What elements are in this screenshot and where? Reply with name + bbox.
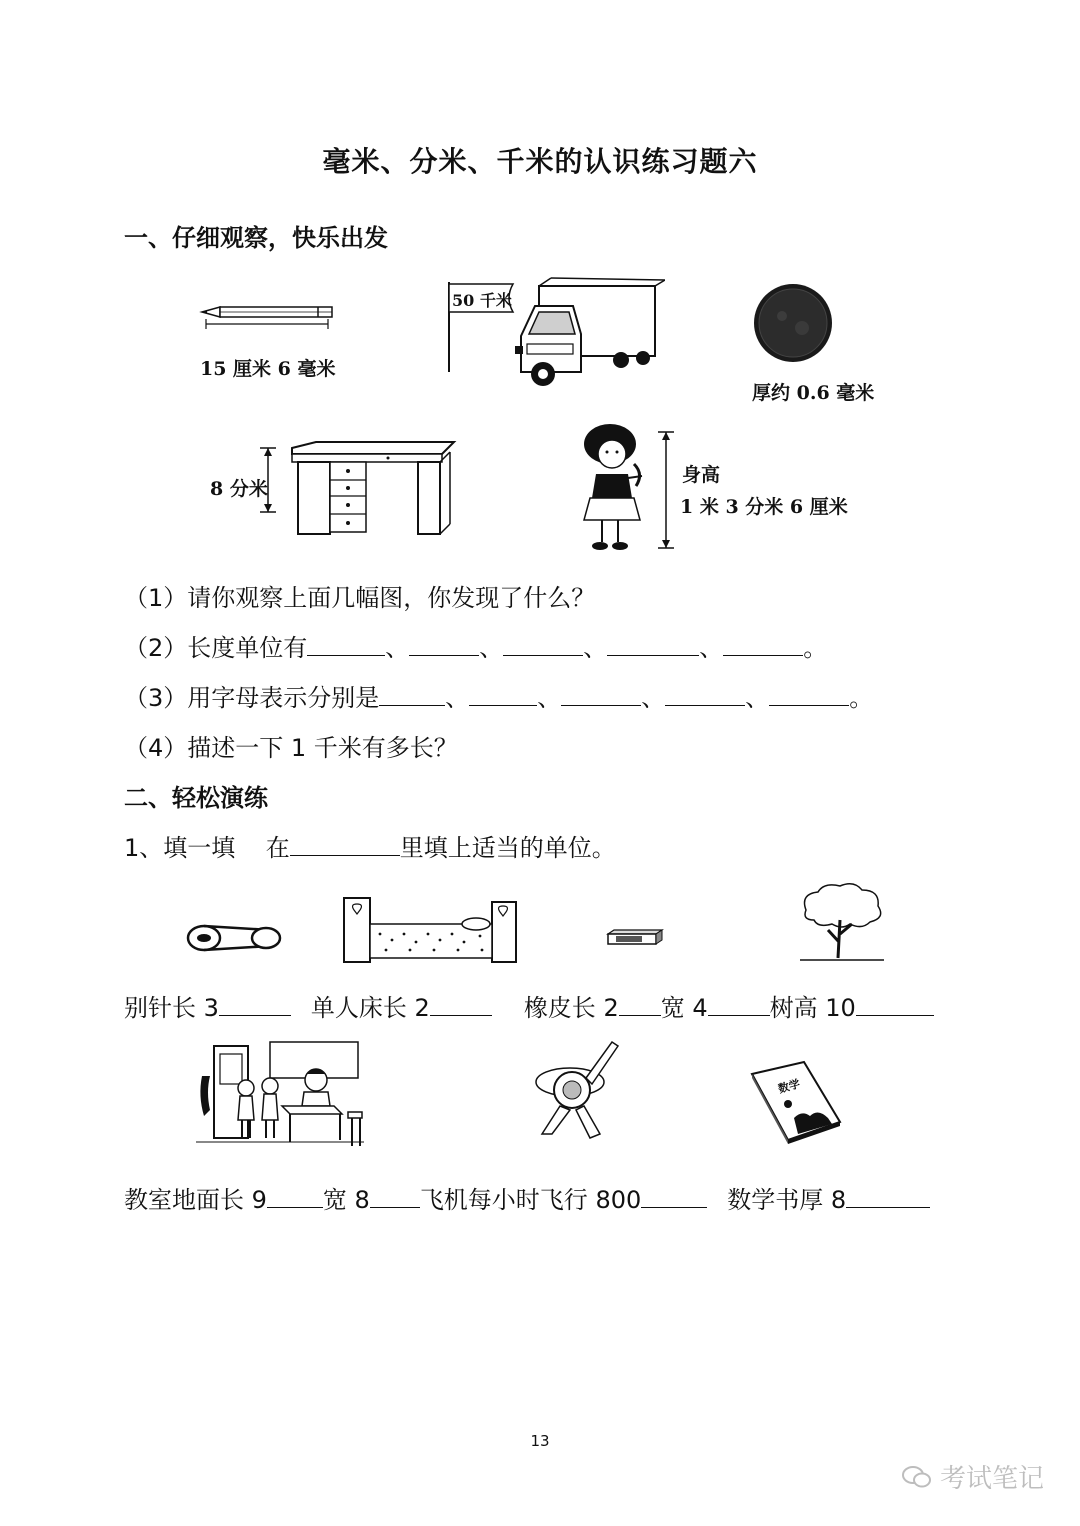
fill-intro-text: 1、填一填 在 (124, 834, 290, 862)
tree-label: 树高 10 (769, 994, 856, 1022)
girl-height-label: 身高 (682, 464, 721, 486)
fill-intro-text-2: 里填上适当的单位。 (399, 834, 616, 862)
fill-row-1 (124, 988, 934, 1023)
answer-blank[interactable] (219, 993, 291, 1016)
eraser-width-label: 宽 4 (660, 994, 708, 1022)
answer-blank[interactable] (708, 993, 770, 1016)
answer-blank[interactable] (469, 683, 537, 706)
math-book-cover-text: 数学 (776, 1077, 802, 1096)
question-3-text: （3）用字母表示分别是 (124, 684, 380, 712)
girl-height-value: 1 米 3 分米 6 厘米 (680, 496, 848, 518)
coin-illustration (752, 282, 834, 364)
answer-blank[interactable] (307, 633, 385, 656)
separator: 、 (445, 684, 470, 712)
watermark (902, 1458, 1044, 1495)
separator: 、 (641, 684, 666, 712)
answer-blank[interactable] (409, 633, 479, 656)
answer-blank[interactable] (503, 633, 583, 656)
pin-label: 别针长 3 (124, 994, 219, 1022)
answer-blank[interactable] (641, 1185, 707, 1208)
answer-blank[interactable] (846, 1185, 930, 1208)
separator: 、 (583, 634, 608, 662)
book-label: 数学书厚 8 (727, 1186, 847, 1214)
period: 。 (803, 634, 828, 662)
question-1: （1）请你观察上面几幅图，你发现了什么？ (124, 584, 596, 612)
answer-blank[interactable] (370, 1185, 420, 1208)
fill-row-2 (124, 1180, 930, 1215)
separator: 、 (699, 634, 724, 662)
answer-blank[interactable] (607, 633, 699, 656)
desk-caption: 8 分米 (210, 478, 268, 500)
question-4: （4）描述一下 1 千米有多长？ (124, 734, 458, 762)
eraser-length-label: 橡皮长 2 (523, 994, 619, 1022)
separator: 、 (745, 684, 770, 712)
pencil-caption: 15 厘米 6 毫米 (200, 358, 336, 380)
pencil-illustration (198, 300, 343, 330)
eraser-illustration (606, 928, 664, 946)
answer-blank[interactable] (723, 633, 803, 656)
sample-blank (290, 833, 400, 856)
question-2-text: （2）长度单位有 (124, 634, 308, 662)
answer-blank[interactable] (769, 683, 849, 706)
classroom-length-label: 教室地面长 9 (124, 1186, 267, 1214)
airplane-illustration (530, 1034, 626, 1146)
bed-illustration (340, 894, 522, 966)
coin-caption: 厚约 0.6 毫米 (752, 382, 875, 404)
question-3 (124, 678, 873, 713)
plane-label: 飞机每小时飞行 800 (419, 1186, 642, 1214)
math-book-illustration (748, 1060, 844, 1144)
separator: 、 (479, 634, 504, 662)
answer-blank[interactable] (665, 683, 745, 706)
safety-pin-illustration (184, 918, 286, 958)
section-1-heading: 一、仔细观察，快乐出发 (124, 224, 388, 252)
section-2-heading: 二、轻松演练 (124, 784, 268, 812)
classroom-width-label: 宽 8 (322, 1186, 370, 1214)
tree-illustration (796, 880, 886, 966)
answer-blank[interactable] (619, 993, 661, 1016)
answer-blank[interactable] (856, 993, 934, 1016)
separator: 、 (385, 634, 410, 662)
classroom-illustration (196, 1036, 364, 1148)
chat-bubble-icon (902, 1464, 932, 1490)
flag-caption: 50 千米 (452, 291, 512, 310)
page-number: 13 (530, 1432, 550, 1450)
answer-blank[interactable] (267, 1185, 323, 1208)
separator: 、 (537, 684, 562, 712)
answer-blank[interactable] (379, 683, 445, 706)
fill-intro (124, 828, 616, 863)
answer-blank[interactable] (561, 683, 641, 706)
desk-illustration (258, 440, 458, 540)
question-2 (124, 628, 827, 663)
answer-blank[interactable] (430, 993, 492, 1016)
watermark-text: 考试笔记 (939, 1464, 1044, 1494)
period: 。 (849, 684, 874, 712)
bed-label: 单人床长 2 (310, 994, 430, 1022)
page-title: 毫米、分米、千米的认识练习题六 (322, 145, 758, 178)
girl-illustration (574, 424, 686, 556)
